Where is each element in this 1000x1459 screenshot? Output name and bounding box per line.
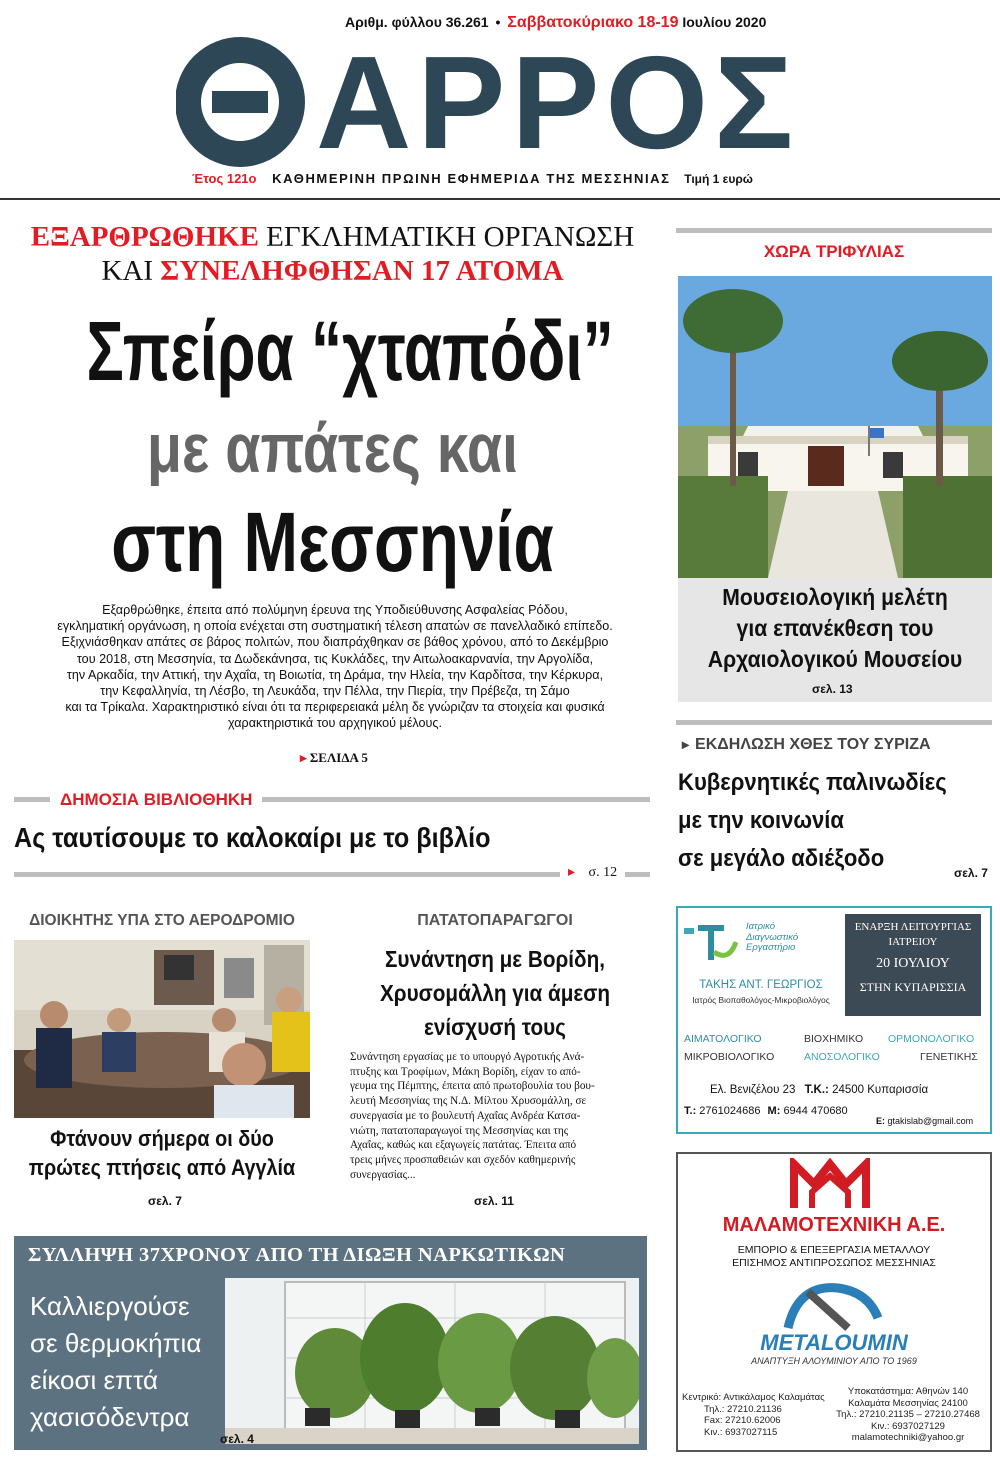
trifylia-kicker: ΧΩΡΑ ΤΡΙΦΥΛΙΑΣ — [763, 242, 905, 261]
drugs-headline[interactable]: Καλλιεργούσε σε θερμοκήπια είκοσι επτά χασισόδεντρα — [30, 1291, 202, 1432]
potato-headline[interactable]: Συνάντηση με Βορίδη, Χρυσομάλλη για άμεση ενίσχυσή τους — [379, 946, 611, 1040]
issue-month: Ιουλίου 2020 — [682, 14, 767, 30]
lab-address: Ελ. Βενιζέλου 23 Τ.Κ.: 24500 Κυπαρισσία — [710, 1084, 929, 1096]
lead-body: Εξαρθρώθηκε, έπειτα από πολύμηνη έρευνα της Υποδιεύθυνσης Ασφαλείας Ρόδου, εγκληματική οργάνωση, η οποία ενέχεται στη συστηματική τέλεση απατών σε πανελλαδικό επίπεδο. Εξιχνιάσθηκαν απάτες σε βάρος πολιτών, που διαπράχθηκαν σε βάθος χρόνου, από το Δεκέμβριο του 2018, στη Μεσσηνία, τα Δωδεκάνησα, τις Κυκλάδες, την Αιτωλοακαρνανία, την Αργολίδα, την Αρκαδία, την Αττική, την Αχαΐα, τη Βοιωτία, τη Δράμα, την Ηλεία, την Καρδίτσα, την Κέρκυρα, την Κεφαλληνία, τη Λέσβο, τη Λευκάδα, την Πέλλα, την Πιερία, την Πρέβεζα, τη Σάμο και τα Τρίκαλα. Χαρακτηριστικό είναι ότι τα περιφερειακά μέλη δε γνώριζαν τα στοιχεία και φυσικά χαρακτηριστικά του αρχηγικού μέλους. — [57, 603, 613, 731]
metal-hq: Κεντρικό: Αντικάλαμος Καλαμάτας Τηλ.: 27210.21136 Fax: 27210.62006 Κιν.: 6937027115 — [682, 1392, 825, 1438]
arrow-right-icon: ▸ — [682, 736, 690, 752]
potato-page-ref[interactable]: σελ. 11 — [474, 1194, 514, 1208]
drugs-page-ref[interactable]: σελ. 4 — [220, 1432, 254, 1446]
lead-kicker: ΕΞΑΡΘΡΩΘΗΚΕ ΕΓΚΛΗΜΑΤΙΚΗ ΟΡΓΑΝΩΣΗ ΚΑΙ ΣΥΝΕΛΗΦΘΗΣΑΝ 17 ΑΤΟΜΑ — [30, 221, 635, 287]
lab-email[interactable]: E: gtakislab@gmail.com — [876, 1116, 974, 1126]
lab-logo-text: Ιατρικό Διαγνωστικό Εργαστήριο — [746, 921, 799, 953]
metal-company: ΜΑΛΑΜΟΤΕΧΝΙΚΗ Α.Ε. — [722, 1214, 946, 1236]
price: Τιμή 1 ευρώ — [684, 172, 753, 186]
issue-line: Αριθμ. φύλλου 36.261 • Σαββατοκύριακο 18-19 Ιουλίου 2020 — [345, 14, 767, 31]
masthead-divider — [0, 198, 1000, 200]
metal-desc: ΕΜΠΟΡΙΟ & ΕΠΕΞΕΡΓΑΣΙΑ ΜΕΤΑΛΛΟΥ ΕΠΙΣΗΜΟΣ ΑΝΤΙΠΡΟΣΩΠΟΣ ΜΕΣΣΗΝΙΑΣ — [732, 1244, 936, 1269]
potato-kicker: ΠΑΤΑΤΟΠΑΡΑΓΩΓΟΙ — [417, 912, 573, 929]
lab-phones: Τ.: 2761024686 Μ: 6944 470680 — [684, 1105, 848, 1117]
newspaper-title: ΑΡΡΟΣ — [316, 29, 800, 176]
metaloumin-brand: METALOUMIN ΑΝΑΠΤΥΞΗ ΑΛΟΥΜΙΝΙΟΥ ΑΠΟ ΤΟ 1969 — [751, 1330, 917, 1366]
library-headline[interactable]: Ας ταυτίσουμε το καλοκαίρι με το βιβλίο — [14, 822, 491, 853]
masthead-info — [192, 171, 812, 186]
airport-page-ref[interactable]: σελ. 7 — [148, 1194, 182, 1208]
headline-line-2: με απάτες και — [146, 409, 519, 487]
lead-headline — [0, 302, 665, 588]
lab-opening-box: ΕΝΑΡΞΗ ΛΕΙΤΟΥΡΓΙΑΣ ΙΑΤΡΕΙΟΥ 20 ΙΟΥΛΙΟΥ ΣΤΗΝ ΚΥΠΑΡΙΣΣΙΑ — [845, 914, 981, 1016]
potato-body: Συνάντηση εργασίας με το υπουργό Αγροτικής Ανά- πτυξης και Τροφίμων, Μάκη Βορίδη, είχαν το από- γευμα της Πέμπτης, έπειτα από πρωτοβουλία του βου- λευτή Μεσσηνίας της Ν.Δ. Μίλτου Χρυσομάλλη, σε συνεργασία με το βουλευτή Αχαΐας Ανδρέα Κατσα- νιώτη, πατατοπαραγωγοί της Μεσσηνίας και της Αχαΐας, καθώς και εξαγωγείς πατάτας. Έπειτα από τρεις μήνες προσπαθειών και σχεδόν καθημερινής συνεργασίας... — [350, 1051, 595, 1181]
metaloumin-logo-icon — [778, 1278, 888, 1334]
issue-number: Αριθμ. φύλλου 36.261 — [345, 14, 489, 30]
library-kicker: ΔΗΜΟΣΙΑ ΒΙΒΛΙΟΘΗΚΗ — [50, 789, 262, 811]
lead-page-ref[interactable]: ▸ ΣΕΛΙΔΑ 5 — [300, 750, 368, 765]
newspaper-logo — [176, 20, 816, 176]
syriza-rule — [676, 720, 992, 725]
syriza-kicker: ▸ ΕΚΔΗΛΩΣΗ ΧΘΕΣ ΤΟΥ ΣΥΡΙΖΑ — [682, 736, 931, 753]
drugs-kicker: ΣΥΛΛΗΨΗ 37ΧΡΟΝΟΥ ΑΠΟ ΤΗ ΔΙΩΞΗ ΝΑΡΚΩΤΙΚΩΝ — [28, 1244, 566, 1266]
lab-logo-icon — [684, 922, 740, 966]
library-page-ref[interactable]: ▸ σ. 12 — [560, 864, 625, 881]
mm-logo-icon — [790, 1158, 870, 1210]
arrow-right-icon: ▸ — [568, 865, 576, 880]
tagline: ΚΑΘΗΜΕΡΙΝΗ ΠΡΩΙΝΗ ΕΦΗΜΕΡΙΔΑ ΤΗΣ ΜΕΣΣΗΝΙΑΣ — [272, 171, 671, 186]
arrow-right-icon: ▸ — [300, 750, 307, 765]
lab-doctor: ΤΑΚΗΣ ΑΝΤ. ΓΕΩΡΓΙΟΣ Ιατρός Βιοπαθολόγος-Μικροβιολόγος — [692, 979, 830, 1005]
drugs-photo — [225, 1278, 639, 1444]
library-rule-bottom — [14, 872, 650, 877]
trifylia-rule — [676, 228, 992, 233]
airport-photo — [14, 940, 310, 1118]
syriza-page-ref[interactable]: σελ. 7 — [954, 866, 988, 880]
trifylia-page-ref[interactable]: σελ. 13 — [812, 682, 853, 696]
metal-branch: Υποκατάστημα: Αθηνών 140 Καλαμάτα Μεσσηνίας 24100 Τηλ.: 27210.21135 – 27210.27468 Κιν.: 6937027129 malamotechniki@yahoo.gr — [836, 1386, 980, 1443]
museum-photo — [678, 276, 992, 578]
airport-kicker: ΔΙΟΙΚΗΤΗΣ ΥΠΑ ΣΤΟ ΑΕΡΟΔΡΟΜΙΟ — [29, 912, 295, 929]
syriza-headline[interactable]: Κυβερνητικές παλινωδίες με την κοινωνία σε μεγάλο αδιέξοδο — [678, 769, 947, 872]
trifylia-headline[interactable]: Μουσειολογική μελέτη για επανέκθεση του Αρχαιολογικού Μουσείου — [707, 584, 963, 672]
issue-date: Σαββατοκύριακο 18-19 — [507, 14, 679, 31]
year-label: Έτος 121ο — [192, 171, 257, 186]
airport-headline[interactable]: Φτάνουν σήμερα οι δύο πρώτες πτήσεις από Αγγλία — [28, 1126, 296, 1180]
headline-line-3: στη Μεσσηνία — [111, 495, 554, 589]
headline-line-1: Σπείρα “χταπόδι” — [86, 304, 614, 398]
